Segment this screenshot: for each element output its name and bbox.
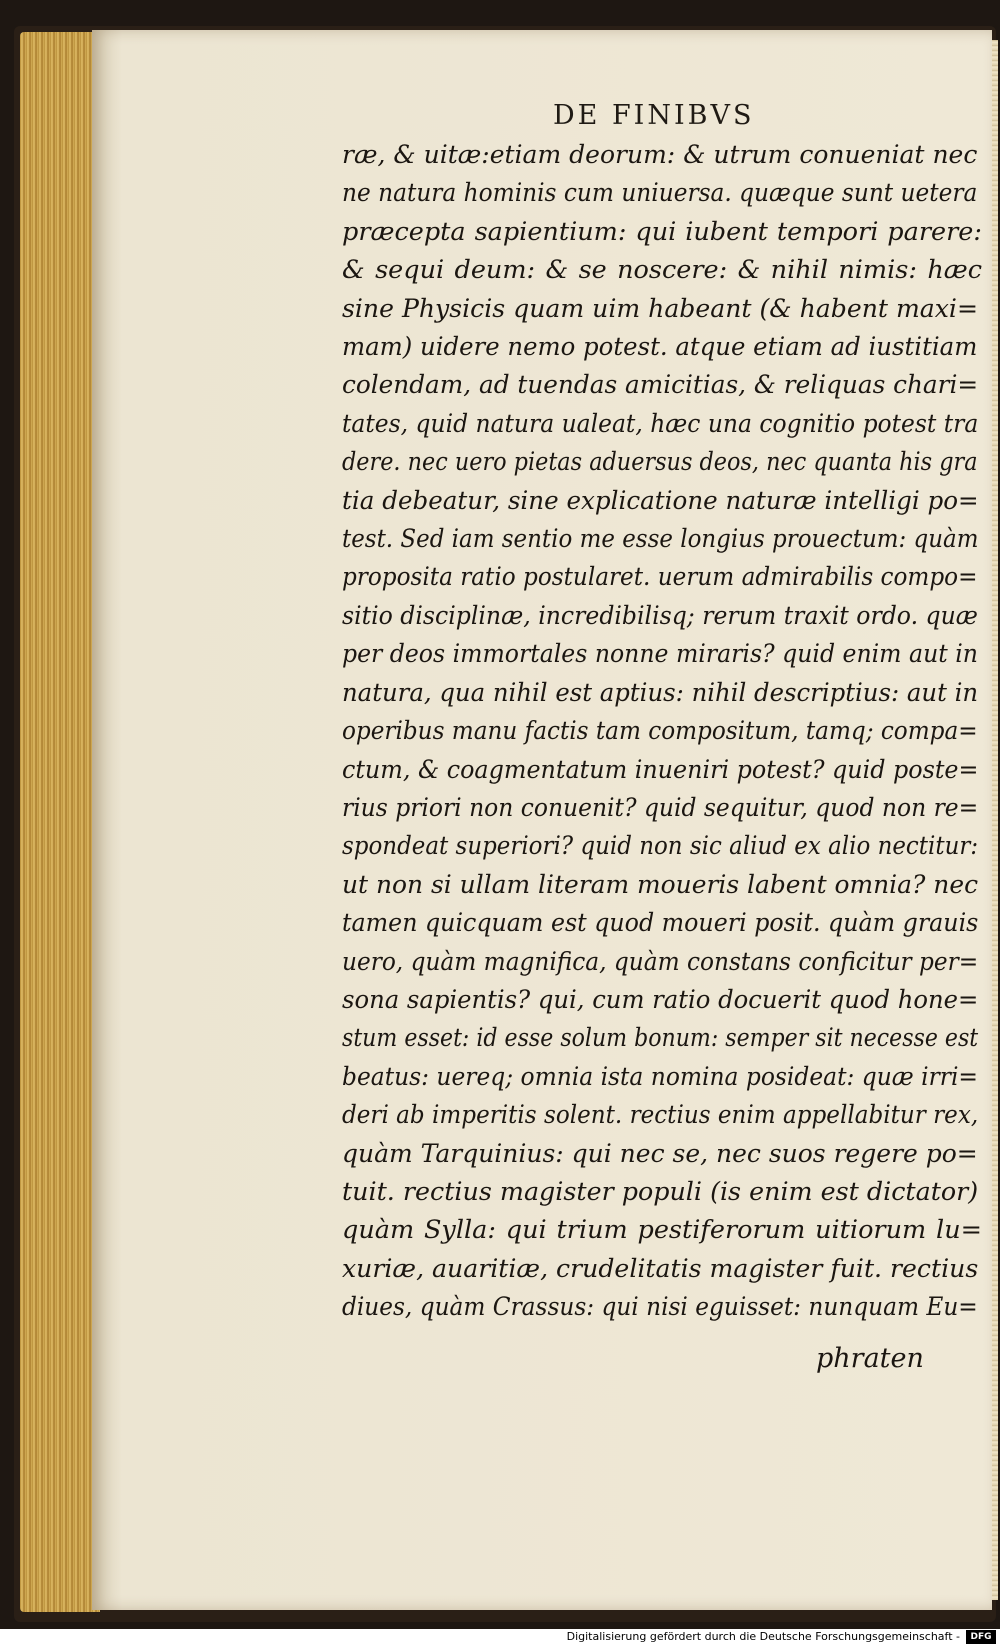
- text-line: proposita ratio postularet. uerum admirabilis compo=: [342, 562, 978, 593]
- text-line: ræ, & uitæ:etiam deorum: & utrum conueniat nec: [342, 140, 978, 170]
- text-line: spondeat superiori? quid non sic aliud ex alio nectitur:: [342, 831, 979, 862]
- text-line: tuit. rectius magister populi (is enim est dictator): [342, 1176, 979, 1207]
- text-line: & sequi deum: & se noscere: & nihil nimis: hæc: [342, 255, 982, 286]
- text-line: sine Physicis quam uim habeant (& habent maxi=: [342, 293, 979, 324]
- footer-bar: [0, 1629, 1000, 1646]
- text-line: ne natura hominis cum uniuersa. quæque sunt uetera: [342, 178, 978, 209]
- text-line: tates, quid natura ualeat, hæc una cognitio potest tra: [342, 408, 979, 439]
- text-line: operibus manu factis tam compositum, tamq; compa=: [342, 716, 978, 747]
- text-line: rius priori non conuenit? quid sequitur, quod non re=: [342, 792, 979, 823]
- text-line: mam) uidere nemo potest. atque etiam ad iustitiam: [342, 332, 978, 363]
- text-line: tia debeatur, sine explicatione naturæ intelligi po=: [342, 485, 979, 516]
- text-line: sona sapientis? qui, cum ratio docuerit quod hone=: [342, 984, 979, 1015]
- text-line: ctum, & coagmentatum inueniri potest? quid poste=: [342, 754, 979, 785]
- text-line: xuriæ, auaritiæ, crudelitatis magister fuit. rectius: [342, 1253, 979, 1284]
- text-line: uero, quàm magnifica, quàm constans conficitur per=: [342, 946, 979, 977]
- text-line: per deos immortales nonne miraris? quid enim aut in: [342, 639, 978, 670]
- text-line: diues, quàm Crassus: qui nisi eguisset: nunquam Eu=: [342, 1292, 978, 1323]
- text-line: tamen quicquam est quod moueri posit. quàm grauis: [342, 908, 979, 939]
- text-line: quàm Sylla: qui trium pestiferorum uitiorum lu=: [342, 1215, 982, 1246]
- text-line: quàm Tarquinius: qui nec se, nec suos regere po=: [342, 1138, 978, 1169]
- text-line: sitio disciplinæ, incredibilisq; rerum traxit ordo. quæ: [342, 600, 978, 631]
- text-line: deri ab imperitis solent. rectius enim appellabitur rex,: [342, 1100, 979, 1131]
- body-text: [342, 136, 982, 1327]
- running-header: DE FINIBVS: [553, 100, 755, 131]
- text-line: præcepta sapientium: qui iubent tempori parere:: [342, 216, 982, 247]
- text-line: colendam, ad tuendas amicitias, & reliquas chari=: [342, 370, 979, 401]
- funding-credit: Digitalisierung gefördert durch die Deutsche Forschungsgemeinschaft -: [566, 1630, 960, 1643]
- dfg-logo: DFG: [966, 1630, 996, 1644]
- page-edges: [20, 32, 100, 1612]
- text-line: test. Sed iam sentio me esse longius prouectum: quàm: [342, 524, 979, 555]
- text-line: ut non si ullam literam moueris labent omnia? nec: [342, 869, 979, 900]
- text-line: dere. nec uero pietas aduersus deos, nec quanta his gra: [342, 447, 978, 478]
- text-line: natura, qua nihil est aptius: nihil descriptius: aut in: [342, 677, 979, 708]
- text-line: stum esset: id esse solum bonum: semper sit necesse est: [342, 1023, 979, 1054]
- text-line: beatus: uereq; omnia ista nomina posideat: quæ irri=: [342, 1061, 978, 1092]
- catchword: phraten: [816, 1343, 924, 1374]
